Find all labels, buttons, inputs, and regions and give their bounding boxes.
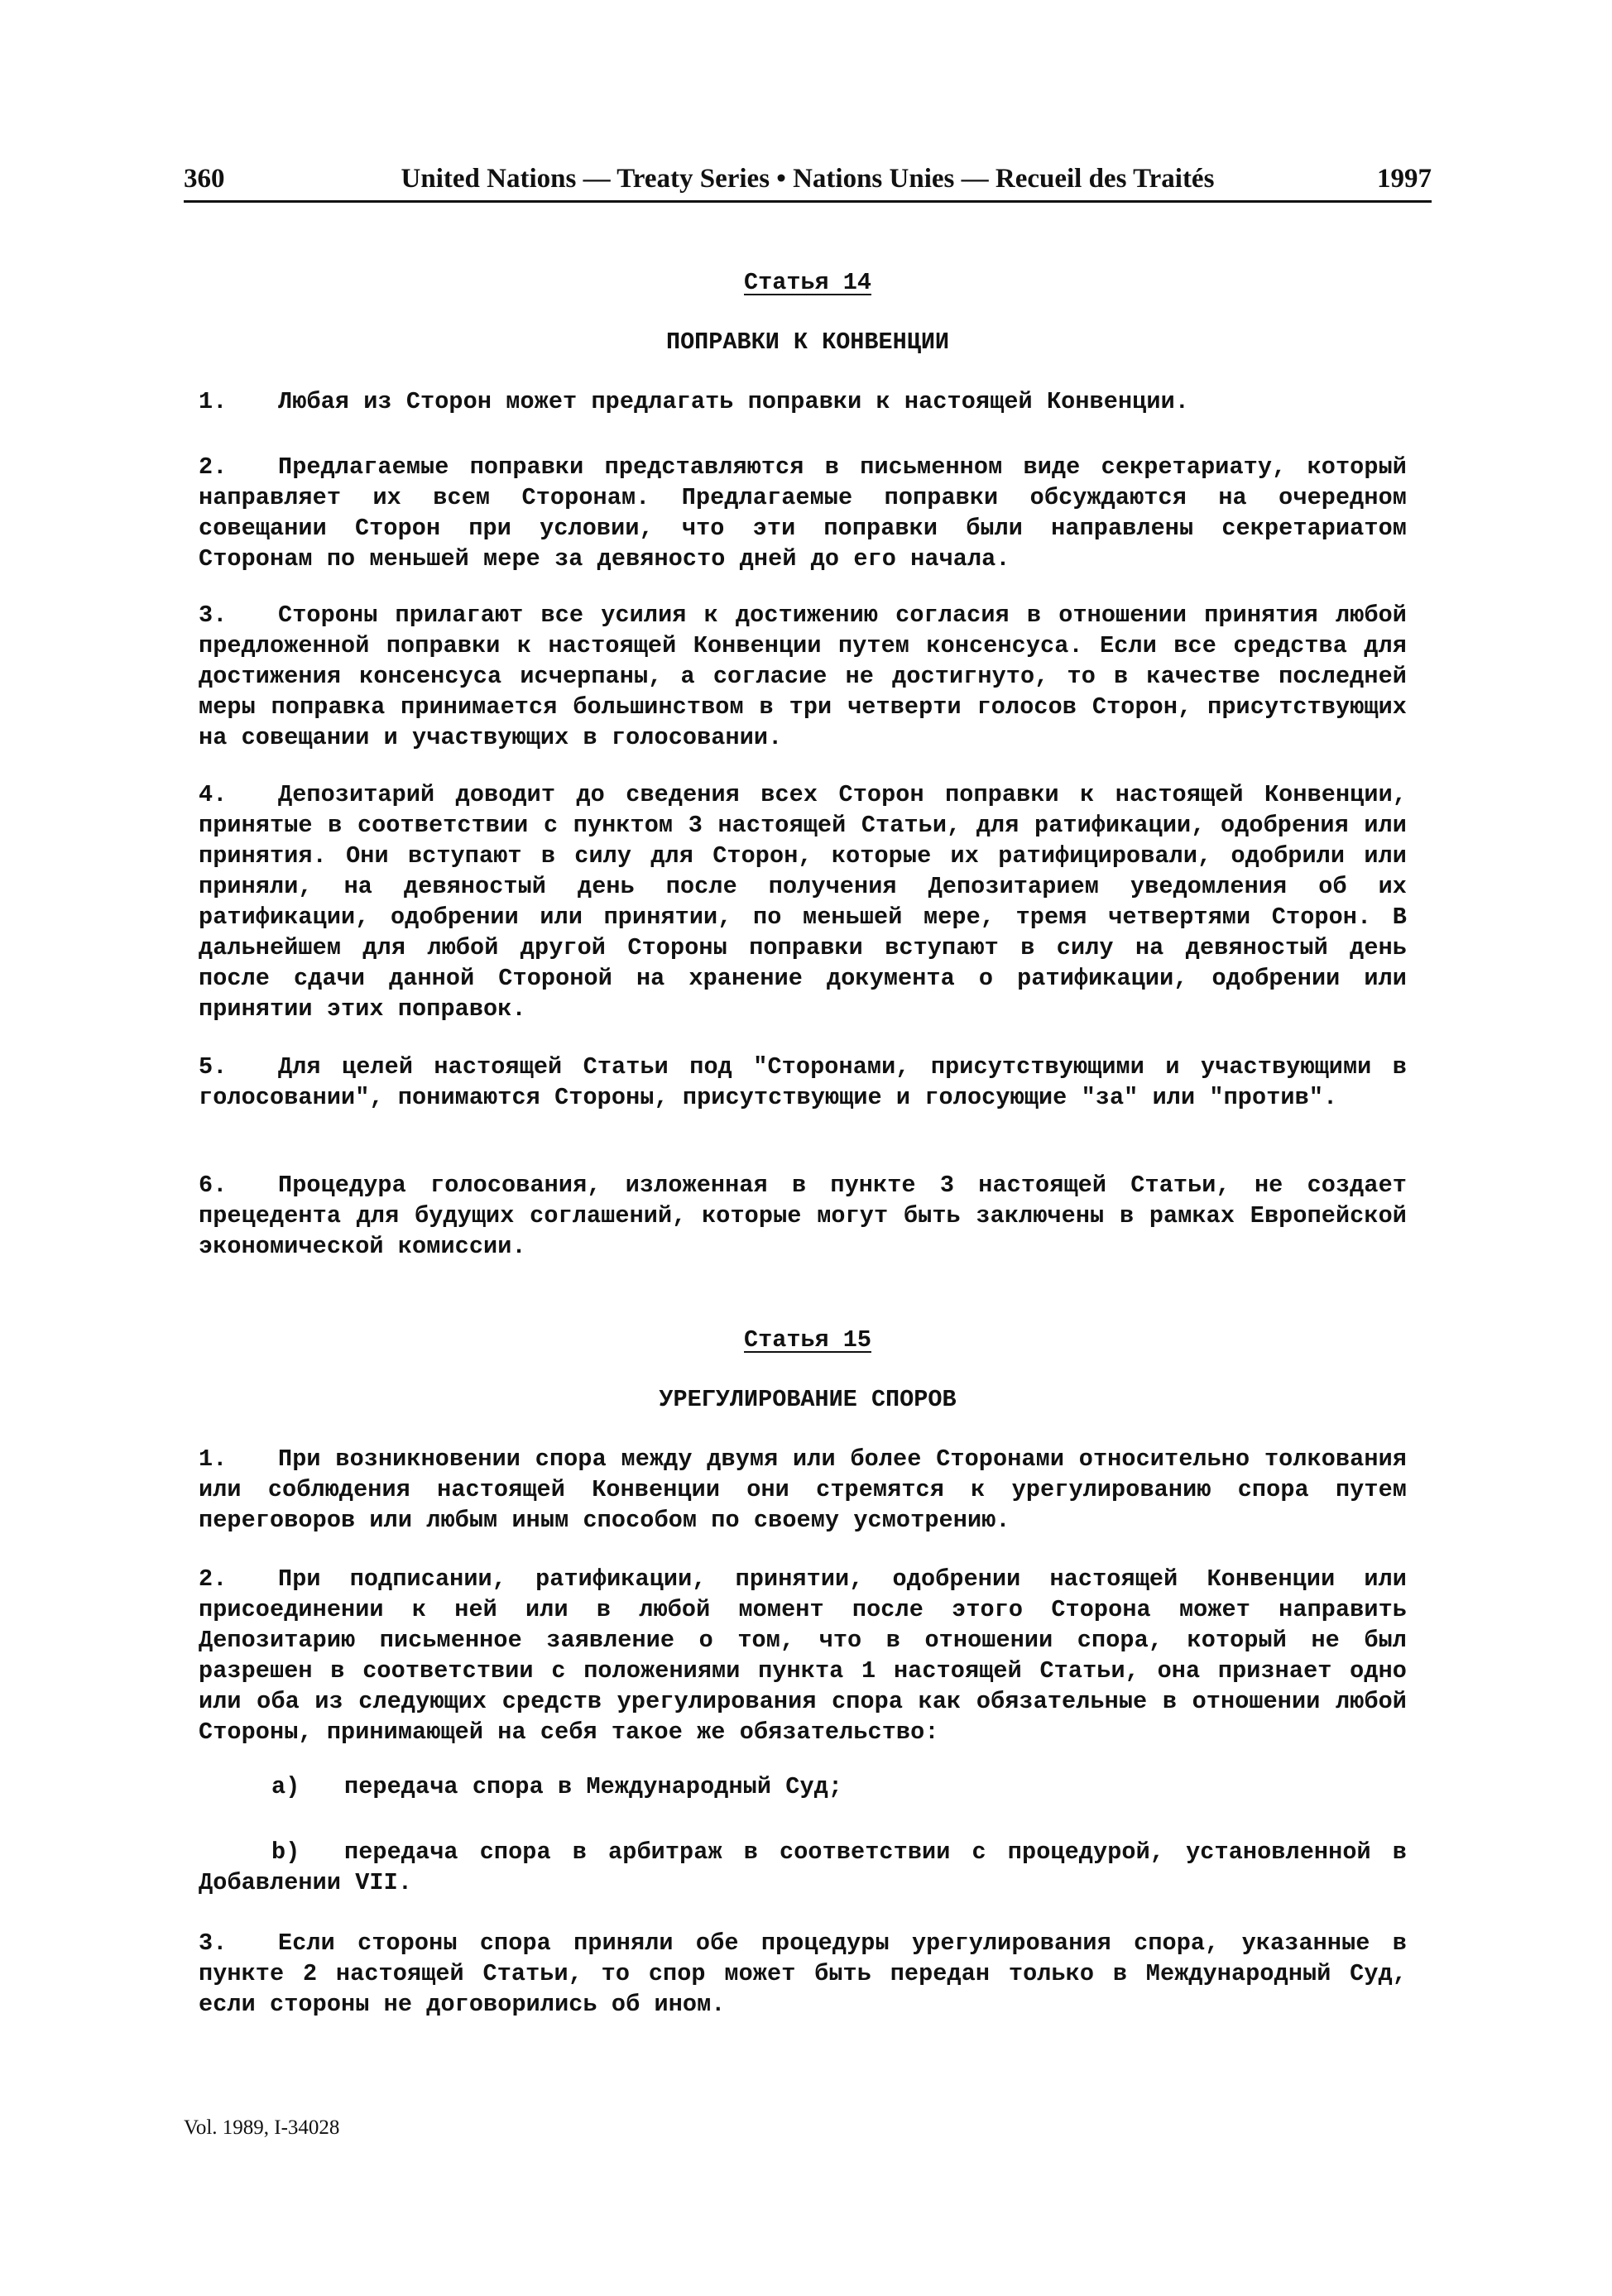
page-number: 360: [184, 164, 225, 194]
article-15-paragraph-1: [199, 1444, 1407, 1536]
item-text: передача спора в арбитраж в соответствии с процедурой, установленной в Добавлении VII.: [199, 1838, 1407, 1896]
paragraph-number: 2.: [199, 453, 228, 481]
article-15-subheading: УРЕГУЛИРОВАНИЕ СПОРОВ: [659, 1386, 957, 1413]
item-letter: a): [271, 1773, 300, 1800]
article-14-paragraph-1: [199, 386, 1407, 417]
article-15-item-a: [199, 1771, 1407, 1802]
article-15-paragraph-3: [199, 1928, 1407, 2020]
paragraph-text: Для целей настоящей Статьи под "Сторонами, присутствующими и участвующими в голосовании", понимаются Стороны, присутствующие и голосующие "за" или "против".: [199, 1053, 1407, 1111]
paragraph-text: При возникновении спора между двумя или более Сторонами относительно толкования или соблюдения настоящей Конвенции они стремятся к урегулированию спора путем переговоров или любым иным способом по своему усмотрению.: [199, 1445, 1407, 1534]
year: 1997: [1377, 164, 1432, 194]
header-rule: [184, 200, 1432, 203]
article-15-item-b: [199, 1837, 1407, 1898]
paragraph-number: 2.: [199, 1565, 228, 1593]
paragraph-number: 1.: [199, 1445, 228, 1473]
paragraph-text: Предлагаемые поправки представляются в письменном виде секретариату, который направляет их всем Сторонам. Предлагаемые поправки обсуждаются на очередном совещании Сторон при условии, что эти поправки были направлены секретариатом Сторонам по меньшей мере за девяносто дней до его начала.: [199, 453, 1407, 573]
article-14-paragraph-3: [199, 600, 1407, 753]
paragraph-number: 4.: [199, 781, 228, 808]
article-14-paragraph-2: [199, 452, 1407, 574]
series-title: United Nations — Treaty Series • Nations Unies — Recueil des Traités: [401, 164, 1215, 194]
paragraph-number: 3.: [199, 602, 228, 629]
paragraph-text: Если стороны спора приняли обе процедуры урегулирования спора, указанные в пункте 2 настоящей Статьи, то спор может быть передан только в Международный Суд, если стороны не договорились об ином.: [199, 1929, 1407, 2018]
paragraph-number: 1.: [199, 388, 228, 415]
article-15-paragraph-2: [199, 1564, 1407, 1747]
article-14-subheading: ПОПРАВКИ К КОНВЕНЦИИ: [665, 328, 950, 356]
item-letter: b): [271, 1838, 300, 1866]
paragraph-number: 5.: [199, 1053, 228, 1081]
paragraph-text: Любая из Сторон может предлагать поправки к настоящей Конвенции.: [278, 388, 1189, 415]
article-15-heading: Статья 15: [744, 1326, 871, 1354]
article-14-paragraph-4: [199, 779, 1407, 1024]
article-14-heading: Статья 14: [744, 269, 871, 296]
paragraph-text: Процедура голосования, изложенная в пункте 3 настоящей Статьи, не создает прецедента для будущих соглашений, которые могут быть заключены в рамках Европейской экономической комиссии.: [199, 1172, 1407, 1260]
item-text: передача спора в Международный Суд;: [344, 1773, 843, 1800]
paragraph-text: Стороны прилагают все усилия к достижению согласия в отношении принятия любой предложенной поправки к настоящей Конвенции путем консенсуса. Если все средства для достижения консенсуса исчерпаны, а согласие не достигнуто, то в качестве последней меры поправка принимается большинством в три четверти голосов Сторон, присутствующих на совещании и участвующих в голосовании.: [199, 602, 1407, 751]
volume-reference: Vol. 1989, I-34028: [184, 2116, 340, 2139]
paragraph-number: 3.: [199, 1929, 228, 1957]
paragraph-text: При подписании, ратификации, принятии, одобрении настоящей Конвенции или присоединении к ней или в любой момент после этого Сторона может направить Депозитарию письменное заявление о том, что в отношении спора, который не был разрешен в соответствии с положениями пункта 1 настоящей Статьи, она признает одно или оба из следующих средств урегулирования спора как обязательные в отношении любой Стороны, принимающей на себя такое же обязательство:: [199, 1565, 1407, 1746]
article-14-paragraph-6: [199, 1170, 1407, 1262]
article-14-paragraph-5: [199, 1052, 1407, 1113]
paragraph-number: 6.: [199, 1172, 228, 1199]
running-header: [184, 159, 1432, 200]
paragraph-text: Депозитарий доводит до сведения всех Сторон поправки к настоящей Конвенции, принятые в соответствии с пунктом 3 настоящей Статьи, для ратификации, одобрения или принятия. Они вступают в силу для Сторон, которые их ратифицировали, одобрили или приняли, на девяностый день после получения Депозитарием уведомления об их ратификации, одобрении или принятии, по меньшей мере, тремя четвертями Сторон. В дальнейшем для любой другой Стороны поправки вступают в силу на девяностый день после сдачи данной Стороной на хранение документа о ратификации, одобрении или принятии этих поправок.: [199, 781, 1407, 1023]
